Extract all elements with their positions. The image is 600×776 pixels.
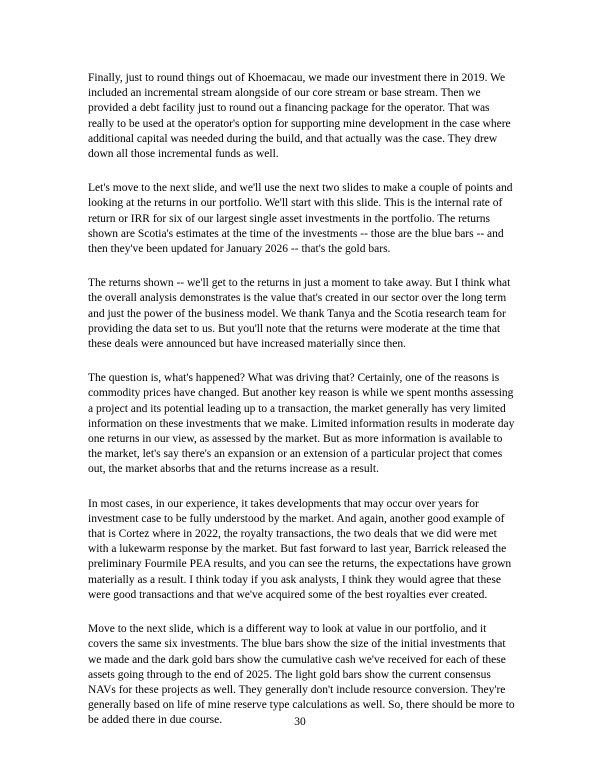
paragraph-cortez: In most cases, in our experience, it takes developments that may occur over years for investment case to be fully understood by the market. And again, another good example of that is Cortez where in 2022, the royalty transactions, the two deals that we did were met with a lukewarm response by the market. But fast forward to last year, Barrick released the preliminary Fourmile PEA results, and you can see the returns, the expectations have grown materially as a result. I think today if you ask analysts, I think they would agree that these were good transactions and that we've acquired some of the best royalties ever created.: [88, 497, 512, 601]
paragraph-khoemacau: Finally, just to round things out of Khoemacau, we made our investment there in 2019. We included an incremental stream alongside of our core stream or base stream. Then we provided a debt facility just to round out a financing package for the operator. That was really to be used at the operator's option for supporting mine development in the case where additional capital was needed during the build, and that actually was the case. They drew down all those incremental funds as well.: [88, 72, 511, 161]
paragraph-question: The question is, what's happened? What was driving that? Certainly, one of the reasons is commodity prices have changed. But another key reason is while we spent months assessing a project and its potential leading up to a transaction, the market generally has very limited information on these investments that we make. Limited information results in moderate day one returns in our view, as assessed by the market. But as more information is available to the market, let's say there's an expansion or an extension of a particular project that comes out, the market absorbs that and the returns increase as a result.: [88, 372, 515, 476]
paragraph-returns-shown: The returns shown -- we'll get to the returns in just a moment to take away. But I think what the overall analysis demonstrates is the value that's created in our sector over the long term and just the power of the business model. We thank Tanya and the Scotia research team for providing the data set to us. But you'll note that the returns were moderate at the time that these deals were announced but have increased materially since then.: [88, 277, 511, 351]
body-text: [88, 71, 516, 748]
page-number: 30: [294, 716, 306, 728]
paragraph-next-slide: Move to the next slide, which is a different way to look at value in our portfolio, and it covers the same six investments. The blue bars show the size of the initial investments that we made and the dark gold bars show the cumulative cash we've received for each of these assets going through to the end of 2025. The light gold bars show the current consensus NAVs for these projects as well. They generally don't include resource conversion. They're generally based on life of mine reserve type calculations as well. So, there should be more to be added there in due course.: [88, 623, 515, 727]
paragraph-irr-slide: Let's move to the next slide, and we'll use the next two slides to make a couple of points and looking at the returns in our portfolio. We'll start with this slide. This is the internal rate of return or IRR for six of our largest single asset investments in the portfolio. The returns shown are Scotia's estimates at the time of the investments -- those are the blue bars -- and then they've been updated for January 2026 -- that's the gold bars.: [88, 182, 513, 256]
